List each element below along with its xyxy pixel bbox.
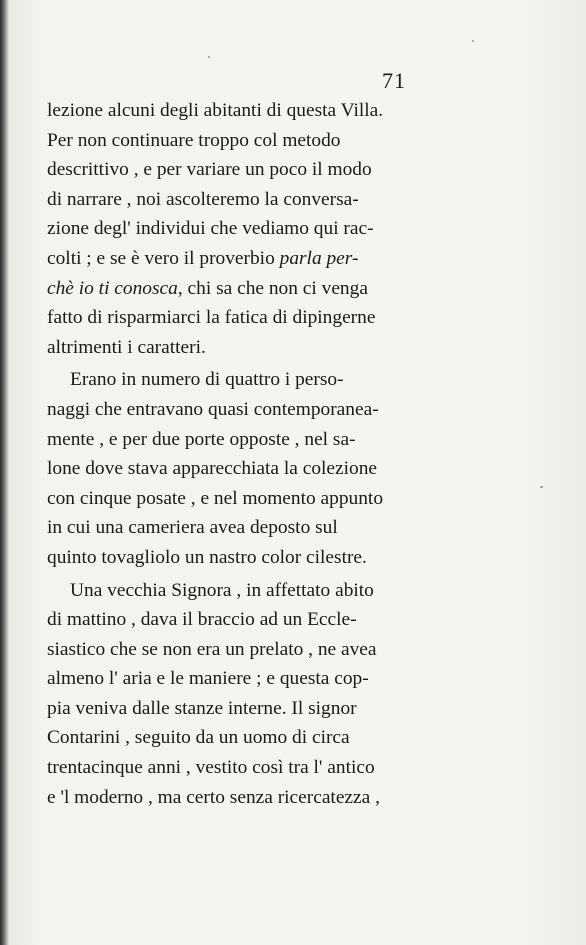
text-line: Una vecchia Signora , in affettato abito bbox=[70, 579, 374, 601]
text-line: siastico che se non era un prelato , ne avea bbox=[47, 638, 377, 660]
text-line: almeno l' aria e le maniere ; e questa cop- bbox=[47, 668, 369, 690]
body-text bbox=[47, 96, 445, 812]
text-line: in cui una cameriera avea deposto sul bbox=[47, 517, 338, 539]
italic-phrase: chè io ti conosca bbox=[47, 277, 178, 299]
text-line: altrimenti i caratteri. bbox=[47, 336, 206, 358]
text-line: con cinque posate , e nel momento appunto bbox=[47, 487, 384, 509]
paper-speck bbox=[208, 56, 210, 58]
text-line: mente , e per due porte opposte , nel sa- bbox=[47, 428, 356, 450]
text-line: Contarini , seguito da un uomo di circa bbox=[47, 727, 350, 749]
text-line: di mattino , dava il braccio ad un Eccle- bbox=[47, 609, 357, 631]
text-line: fatto di risparmiarci la fatica di dipingerne bbox=[47, 307, 376, 329]
paper-speck bbox=[540, 486, 543, 488]
text-line: trentacinque anni , vestito così tra l' antico bbox=[47, 757, 375, 779]
text-line: lezione alcuni degli abitanti di questa Villa. bbox=[47, 100, 384, 121]
text-line: lone dove stava apparecchiata la colezione bbox=[47, 458, 378, 480]
text-line: chè io ti conosca, chi sa che non ci venga bbox=[47, 277, 368, 299]
text-line: Erano in numero di quattro i perso- bbox=[70, 369, 344, 391]
text-line: pia veniva dalle stanze interne. Il signor bbox=[47, 697, 357, 719]
text-line: e 'l moderno , ma certo senza ricercatezza , bbox=[47, 786, 380, 808]
text-line: descrittivo , e per variare un poco il modo bbox=[47, 159, 372, 181]
text-line: zione degl' individui che vediamo qui rac- bbox=[47, 218, 374, 240]
text-line: di narrare , noi ascolteremo la conversa- bbox=[47, 188, 359, 210]
italic-phrase: parla per- bbox=[279, 247, 359, 269]
text-line: Per non continuare troppo col metodo bbox=[47, 129, 341, 151]
text-line: quinto tovagliolo un nastro color cilestre. bbox=[47, 546, 367, 568]
paper-speck bbox=[472, 40, 474, 42]
page-number: 71 bbox=[382, 68, 406, 93]
text-line: colti ; e se è vero il proverbio parla per- bbox=[47, 247, 359, 269]
text-line: naggi che entravano quasi contemporanea- bbox=[47, 398, 379, 420]
